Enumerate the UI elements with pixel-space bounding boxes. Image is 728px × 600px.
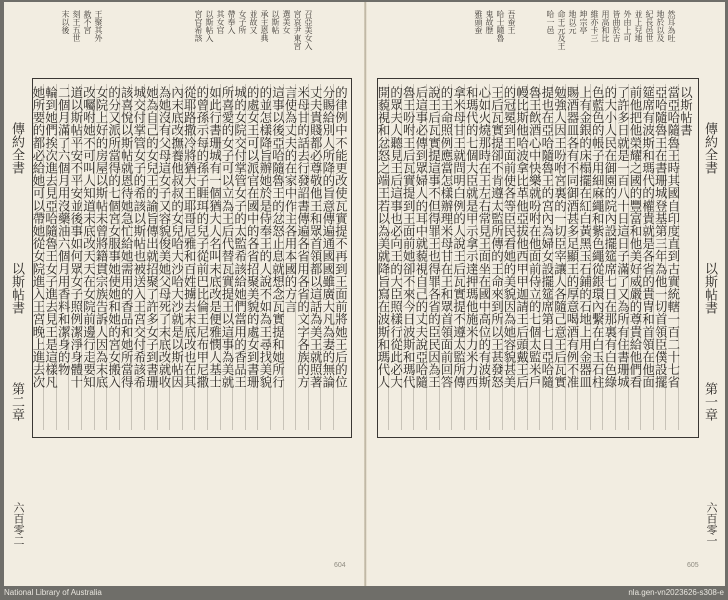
text-column: 城的女院交付掌管女子的太監希該給她們當用的香品王 <box>232 86 248 389</box>
text-column: 以斯帖書 <box>678 86 694 137</box>
margin-note: 承主恩典 <box>260 10 269 42</box>
book-title-left: 以斯帖書 <box>9 262 24 314</box>
text-column: 拿米母甘王就問明白例的人說王后瓦實提不遵太監所傳 <box>451 86 467 389</box>
text-column: 改囑咐她不可叫人知道末底改天天在女院前邊行走要知 <box>81 86 97 389</box>
margin-note: 維亦卡三 <box>590 10 599 42</box>
text-column: 她為自己的女兒王的諭旨傳出就招聚了許多女子到書珊 <box>144 86 160 389</box>
margin-note: 以斯帖入 <box>205 10 214 42</box>
text-column: 分賜給別人所降的旨意傳遍通國國雖廣大凡為妻的無論 <box>320 86 336 389</box>
text-column: 幔比斯他哈波拿比革他亞拔他西甲甲迦請王后頭戴王后 <box>514 86 530 389</box>
text-column: 魯王飲酒心中快樂就吩咐在他面前侍立的七個太監米戶 <box>527 86 543 389</box>
margin-note: 宮官希該 <box>194 10 203 42</box>
text-column: 上有金銀的床榻擺在紅白黃黑玉石鋪的石地上用金器皿 <box>577 86 593 389</box>
text-column: 后這事必傳到眾婦人的耳中就藐視自己的丈夫說亞哈隨 <box>413 86 429 389</box>
margin-note: 坤宗亭 <box>579 10 588 34</box>
text-column: 當亞哈隨魯王時其國自印度直到古實統轄一百二十七省 <box>665 86 681 389</box>
text-column: 為她沒有父母這女子又容貌俊美她父母死了末底改就收 <box>157 86 172 389</box>
margin-note: 用高和比 <box>601 10 610 42</box>
text-column: 和瑪代的七個大臣就是甲示拿示達押瑪他施米力米力西 <box>464 86 480 389</box>
margin-note: 末以後 <box>61 10 70 34</box>
running-title-right: 傳約全書 <box>702 122 717 174</box>
text-column: 的王命照例應當怎樣辦理米母甘在王和眾首領面前回答 <box>439 86 454 389</box>
text-column: 米母甘的話去行發詔書傳遍各省用各省的文字各族的方 <box>295 86 311 389</box>
text-column: 輪到她們挨次進去見亞哈隨魯王女子進去見王是這樣凡 <box>43 86 59 389</box>
text-column: 城交付掌管女子的希該以斯帖也被送入王宮交付希該希 <box>131 86 147 389</box>
margin-note: 赦不宮 <box>83 10 92 34</box>
text-column: 言使為丈夫的在家中作主各用本國的方言 <box>283 86 298 313</box>
text-column: 她所要的都必給她可以帶她從女院進入王宮晚上進去次 <box>31 86 46 389</box>
margin-note: 王聚其外 <box>94 10 103 42</box>
text-column: 該喜悅以斯帖就恩待她急忙給她需用的香品和她所當得 <box>119 86 135 389</box>
margin-note: 其女官 <box>216 10 225 34</box>
right-page <box>366 2 725 586</box>
margin-note: 吾蚕王 <box>507 10 516 34</box>
text-column: 的律例中不能更改使瓦實提不再到王面前將她王后的位 <box>333 86 349 389</box>
book-title-right: 以斯帖書 <box>702 262 717 314</box>
footer-bar <box>0 588 728 600</box>
text-column: 這事以後亞哈隨魯王的忿怒止息就想念瓦實提和她所行 <box>270 86 286 389</box>
running-title-left: 傳約全書 <box>9 122 24 174</box>
left-page <box>4 2 367 586</box>
text-column: 的眾夫人聽見王后這事也必向王的大臣照樣行從此必大 <box>388 86 404 389</box>
text-column: 開藐視和忿怒之端王若以為美就降旨寫在波斯和瑪代人 <box>376 86 391 389</box>
margin-note: 哈士隨魯 <box>496 10 505 42</box>
footer-identifier: nla.gen-vn2023626-s308-e <box>628 588 724 597</box>
text-column: 前他把他榮耀之國的豐富和他美好威嚴的尊貴給他們看 <box>628 86 643 389</box>
margin-note: 命王元及王 <box>557 10 566 50</box>
text-column: 王后瓦實提卻不肯遵太監所傳的王命來到所以王甚發怒 <box>489 86 505 389</box>
text-column: 的分又派所當得的七個宮女服事她使她和她的宮女搬入 <box>106 86 122 389</box>
margin-note: 刻王五世 <box>72 10 81 42</box>
footer-library-name: National Library of Australia <box>4 588 102 597</box>
text-column: 說王后瓦實提這事不但得罪王也得罪各省的臣民因為王 <box>426 86 442 389</box>
margin-note: 地以元 <box>568 10 577 34</box>
margin-note: 選美女 <box>282 10 291 34</box>
page-number-left: 六百零二 <box>12 502 25 546</box>
open-book <box>4 2 724 586</box>
text-column: 的處女王可以派官在國中的各省招聚美貌的處女到書珊 <box>245 86 261 389</box>
text-column: 的冠冕到王面前使各等臣民看她的美貌因為她容貌甚美 <box>502 86 517 389</box>
text-column: 所喜愛的女子可以立為王后代替瓦實提王以這事為美就 <box>220 86 235 389</box>
margin-note: 哈一邑 <box>546 10 555 34</box>
text-column: 二個月滿了六個月用沒藥油六個月用香料和潔身的物 <box>56 86 72 376</box>
text-column: 心如火燒那時在王左右常見王面坐在國中高位的有波斯 <box>476 86 492 389</box>
text-column: 的並怎樣降旨辦她於是侍奉王的人說不如為王尋找美貌 <box>257 86 273 389</box>
margin-note: 外由上可 <box>623 10 632 42</box>
text-column: 女院上好的房屋以斯帖未曾將籍貫宗族告訴人因為末底 <box>94 86 109 389</box>
text-column: 筵席有波斯和瑪代的權貴就是各省的貴冑和首領在他面 <box>640 86 656 389</box>
text-column: 的曾孫示每的孫子睚珥的兒子從前巴比倫王尼布甲尼撒 <box>194 86 210 389</box>
margin-note: 宮哀尹東宮 <box>293 10 302 50</box>
margin-note: 雅頭蚕 <box>474 10 483 34</box>
text-column: 賜酒器皿各有不同御酒甚多足顯王的厚意喝酒有例不准 <box>565 86 580 389</box>
text-column: 如此行書珊城有一個猶大人名叫末底改是便雅憫人基士 <box>207 86 223 389</box>
margin-note: 並上兒地 <box>634 10 643 42</box>
margin-note: 召亞美女入 <box>304 10 313 50</box>
page-number-right: 六百零一 <box>705 502 718 546</box>
margin-note: 鬼故歷 <box>485 10 494 34</box>
margin-note: 皆曲於吉 <box>612 10 621 42</box>
text-column: 勉強人因王吩咐宮裏的一切臣宰讓人各隨己意王后瓦實 <box>552 86 568 389</box>
text-column: 從耶路撒冷將猶大王耶哥尼雅和百姓擄去末底改也在其 <box>182 86 198 389</box>
text-column: 色藍色的帳子用細麻繩和紫色繩從銀環內繫在白玉石柱 <box>590 86 606 389</box>
text-column: 了許多日就是一百八十日這日子滿了又為所有住書珊城 <box>615 86 631 389</box>
margin-note: 帶奉入 <box>227 10 236 34</box>
chapter-label-right: 第一章 <box>702 382 717 421</box>
pencil-mark-left: 604 <box>334 562 346 569</box>
margin-note: 並故又 <box>249 10 258 34</box>
text-column: 亞哈隨魯王在書珊城登基第三年為他一切首領臣僕設擺 <box>653 86 669 389</box>
chapter-label-left: 第二章 <box>9 382 24 421</box>
pencil-mark-right: 605 <box>687 562 699 569</box>
text-column: 的大小人民在御園的院內設擺筵席七日在那裏有白色綠 <box>602 86 618 389</box>
margin-note: 然耳為吐 <box>667 10 676 42</box>
text-column: 道以斯帖平安不平安並後事如何眾女子照例潔淨身體十 <box>68 86 84 389</box>
text-column: 提也在亞哈隨魯王的宮內為婦女設擺筵席第七日亞哈隨 <box>539 86 555 389</box>
margin-note: 女子所 <box>238 10 247 34</box>
margin-note: 地於以及 <box>656 10 665 42</box>
text-column: 丈夫貴賤都必尊敬他王和眾首領都以這話為美王就照著 <box>308 86 324 389</box>
margin-note: 以斯帖 <box>271 10 280 34</box>
text-column: 魯王吩咐王后瓦實提到王面前她卻不來今日波斯和瑪代 <box>401 86 417 389</box>
text-column: 內末底改撫養他叔叔的女兒哈大沙哈大沙就是以斯帖因 <box>169 86 185 389</box>
margin-note: 紀長邑世 <box>645 10 654 42</box>
